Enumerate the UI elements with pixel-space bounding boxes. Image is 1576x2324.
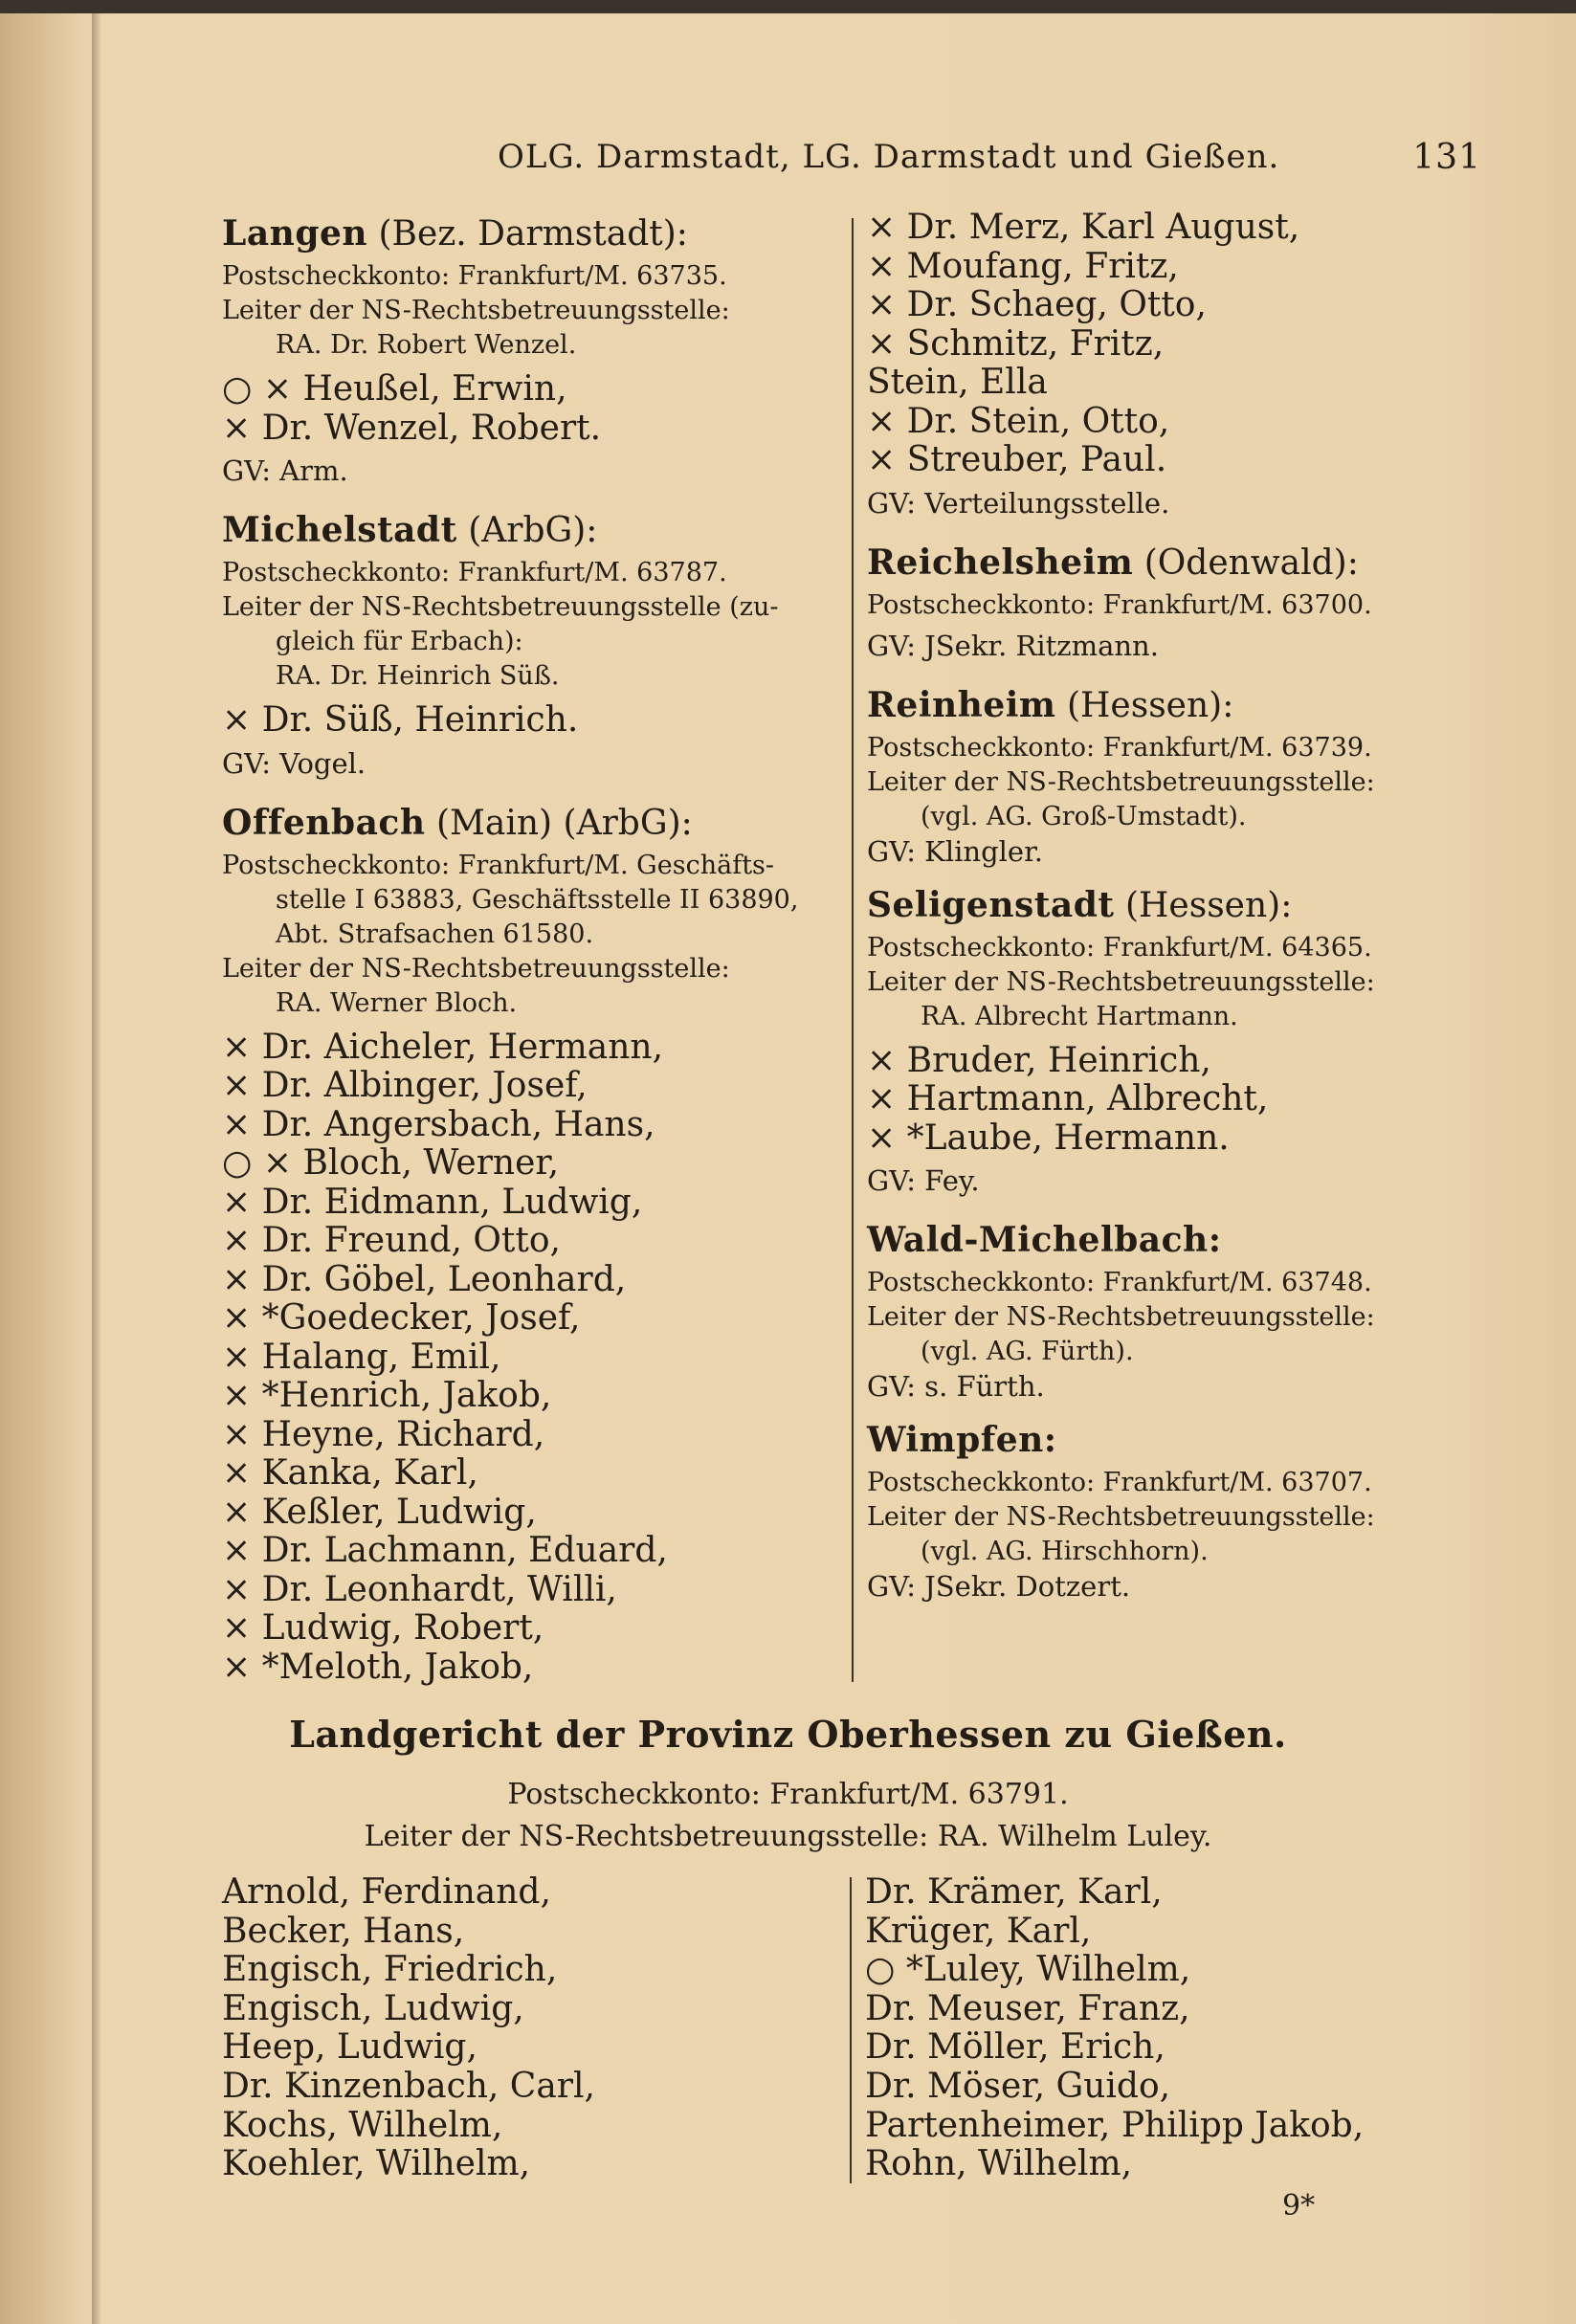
list-item: × Keßler, Ludwig, xyxy=(222,1492,537,1532)
postscheck-line: Postscheckkonto: Frankfurt/M. Geschäfts- xyxy=(222,850,775,880)
postscheck-line: Postscheckkonto: Frankfurt/M. 64365. xyxy=(867,932,1372,963)
place-name: Wimpfen: xyxy=(867,1420,1057,1460)
bottom-left-list xyxy=(222,1873,834,2184)
right-column xyxy=(867,209,1479,1604)
place-qualifier: (Main) (ArbG): xyxy=(435,803,693,843)
list-item: Koehler, Wilhelm, xyxy=(222,2144,531,2184)
postscheck-line-cont: Abt. Strafsachen 61580. xyxy=(276,919,594,949)
leader-name: RA. Werner Bloch. xyxy=(276,987,518,1018)
leader-name: RA. Dr. Robert Wenzel. xyxy=(276,330,577,360)
postscheck-line-cont: stelle I 63883, Geschäftsstelle II 63890, xyxy=(276,884,799,915)
list-item: × Dr. Eidmann, Ludwig, xyxy=(222,1182,643,1222)
court-entry-reichelsheim xyxy=(867,538,1479,588)
list-item: × *Henrich, Jakob, xyxy=(222,1376,552,1415)
list-item: × Hartmann, Albrecht, xyxy=(867,1079,1269,1118)
list-item: Dr. Krämer, Karl, xyxy=(865,1872,1163,1912)
list-item: Heep, Ludwig, xyxy=(222,2027,477,2068)
leader-line: Leiter der NS-Rechtsbetreuungsstelle: xyxy=(222,296,730,325)
list-item: × Streuber, Paul. xyxy=(867,440,1167,479)
list-item: × Dr. Stein, Otto, xyxy=(867,401,1170,441)
section-postscheck: Postscheckkonto: Frankfurt/M. 63791. xyxy=(507,1778,1069,1811)
list-item: Dr. Kinzenbach, Carl, xyxy=(222,2066,595,2106)
list-item: Becker, Hans, xyxy=(222,1911,465,1951)
list-item: × Dr. Merz, Karl August, xyxy=(867,208,1300,247)
court-entry-reinheim xyxy=(867,680,1479,731)
list-item: Engisch, Ludwig, xyxy=(222,1988,524,2028)
postscheck-line: Postscheckkonto: Frankfurt/M. 63787. xyxy=(222,558,727,587)
page-number: 131 xyxy=(1412,138,1481,177)
leader-name: RA. Albrecht Hartmann. xyxy=(921,1001,1238,1031)
list-item: Dr. Möser, Guido, xyxy=(865,2066,1171,2106)
column-divider xyxy=(852,218,854,1682)
postscheck-line: Postscheckkonto: Frankfurt/M. 63707. xyxy=(867,1468,1372,1497)
list-item: Krüger, Karl, xyxy=(865,1911,1092,1951)
list-item: Stein, Ella xyxy=(867,363,1048,402)
list-item: Kochs, Wilhelm, xyxy=(222,2105,503,2145)
place-name: Seligenstadt xyxy=(867,884,1115,925)
list-item: × Heyne, Richard, xyxy=(222,1414,545,1454)
list-item: ○ × Heußel, Erwin, xyxy=(222,369,567,409)
gv-line: GV: Vogel. xyxy=(222,746,366,780)
list-item: × *Meloth, Jakob, xyxy=(222,1647,534,1687)
gv-line: GV: Verteilungsstelle. xyxy=(867,486,1170,520)
court-entry-wald-michelbach xyxy=(867,1215,1479,1266)
list-item: × Dr. Freund, Otto, xyxy=(222,1221,561,1260)
list-item: × Dr. Aicheler, Hermann, xyxy=(222,1027,664,1067)
list-item: × Dr. Wenzel, Robert. xyxy=(222,408,602,448)
list-item: × Dr. Leonhardt, Willi, xyxy=(222,1569,617,1609)
list-item: Engisch, Friedrich, xyxy=(222,1950,558,1990)
postscheck-line: Postscheckkonto: Frankfurt/M. 63700. xyxy=(867,589,1372,620)
postscheck-line: Postscheckkonto: Frankfurt/M. 63748. xyxy=(867,1268,1372,1297)
leader-name: (vgl. AG. Groß-Umstadt). xyxy=(921,801,1247,831)
leader-line: Leiter der NS-Rechtsbetreuungsstelle: xyxy=(867,766,1375,797)
place-qualifier: (Hessen): xyxy=(1124,885,1293,925)
court-entry-langen xyxy=(222,209,844,259)
place-qualifier: (Hessen): xyxy=(1066,685,1234,725)
place-qualifier: (Bez. Darmstadt): xyxy=(378,214,688,254)
leader-line: Leiter der NS-Rechtsbetreuungsstelle: xyxy=(867,1502,1375,1532)
court-entry-wimpfen xyxy=(867,1415,1479,1466)
column-divider-bottom xyxy=(850,1877,852,2183)
gv-line: GV: Fey. xyxy=(867,1164,980,1197)
gv-line: GV: JSekr. Dotzert. xyxy=(867,1570,1131,1603)
section-leader: Leiter der NS-Rechtsbetreuungsstelle: RA. Wilhelm Luley. xyxy=(364,1820,1212,1853)
leader-name: RA. Dr. Heinrich Süß. xyxy=(276,661,560,691)
place-name: Wald-Michelbach: xyxy=(867,1220,1222,1260)
place-qualifier: (Odenwald): xyxy=(1143,542,1359,583)
leader-line: Leiter der NS-Rechtsbetreuungsstelle: xyxy=(222,953,730,984)
place-name: Langen xyxy=(222,213,368,254)
place-name: Reinheim xyxy=(867,684,1056,725)
list-item: Arnold, Ferdinand, xyxy=(222,1872,551,1912)
list-item: Partenheimer, Philipp Jakob, xyxy=(865,2105,1365,2145)
list-item: × *Laube, Hermann. xyxy=(867,1118,1230,1158)
list-item: × Dr. Albinger, Josef, xyxy=(222,1066,588,1105)
list-item: × Ludwig, Robert, xyxy=(222,1608,544,1648)
court-entry-seligenstadt xyxy=(867,880,1479,931)
leader-name: (vgl. AG. Hirschhorn). xyxy=(921,1537,1209,1566)
list-item: ○ *Luley, Wilhelm, xyxy=(865,1950,1191,1990)
list-item: × Dr. Lachmann, Eduard, xyxy=(222,1531,668,1570)
book-binding-shadow xyxy=(92,10,101,2324)
list-item: Dr. Möller, Erich, xyxy=(865,2027,1165,2068)
list-item: × Bruder, Heinrich, xyxy=(867,1040,1211,1080)
postscheck-line: Postscheckkonto: Frankfurt/M. 63735. xyxy=(222,261,727,291)
leader-name: (vgl. AG. Fürth). xyxy=(921,1337,1134,1366)
leader-line: Leiter der NS-Rechtsbetreuungsstelle: xyxy=(867,1302,1375,1332)
postscheck-line: Postscheckkonto: Frankfurt/M. 63739. xyxy=(867,732,1372,763)
place-name: Offenbach xyxy=(222,802,426,843)
place-name: Michelstadt xyxy=(222,510,457,550)
leader-note: gleich für Erbach): xyxy=(276,627,523,656)
place-name: Reichelsheim xyxy=(867,542,1134,583)
person-list-continued xyxy=(867,209,1479,480)
place-qualifier: (ArbG): xyxy=(468,511,598,550)
court-entry-offenbach xyxy=(222,798,844,849)
leader-line: Leiter der NS-Rechtsbetreuungsstelle (zu- xyxy=(222,592,779,622)
gv-line: GV: s. Fürth. xyxy=(867,1370,1045,1403)
bottom-right-list xyxy=(865,1873,1477,2184)
list-item: ○ × Bloch, Werner, xyxy=(222,1143,560,1183)
section-title: Landgericht der Provinz Oberhessen zu Gießen. xyxy=(289,1713,1287,1756)
person-list xyxy=(222,1029,844,1688)
gv-line: GV: JSekr. Ritzmann. xyxy=(867,629,1159,662)
printer-signature: 9* xyxy=(1282,2189,1316,2223)
list-item: × Moufang, Fritz, xyxy=(867,246,1179,286)
list-item: × Dr. Göbel, Leonhard, xyxy=(222,1259,627,1299)
scan-edge-shadow xyxy=(0,0,1576,13)
gv-line: GV: Arm. xyxy=(222,454,348,487)
list-item: × Halang, Emil, xyxy=(222,1337,501,1377)
running-header xyxy=(498,138,1502,176)
list-item: × Dr. Süß, Heinrich. xyxy=(222,700,579,740)
gv-line: GV: Klingler. xyxy=(867,834,1043,868)
list-item: × Dr. Schaeg, Otto, xyxy=(867,285,1207,324)
list-item: Rohn, Wilhelm, xyxy=(865,2144,1133,2184)
list-item: × *Goedecker, Josef, xyxy=(222,1298,581,1338)
court-entry-michelstadt xyxy=(222,505,844,556)
list-item: × Dr. Angersbach, Hans, xyxy=(222,1104,655,1144)
list-item: Dr. Meuser, Franz, xyxy=(865,1988,1190,2028)
leader-line: Leiter der NS-Rechtsbetreuungsstelle: xyxy=(867,966,1375,997)
list-item: × Schmitz, Fritz, xyxy=(867,323,1165,364)
list-item: × Kanka, Karl, xyxy=(222,1453,478,1493)
left-column xyxy=(222,209,844,1687)
running-title: OLG. Darmstadt, LG. Darmstadt und Gießen. xyxy=(498,138,1280,176)
